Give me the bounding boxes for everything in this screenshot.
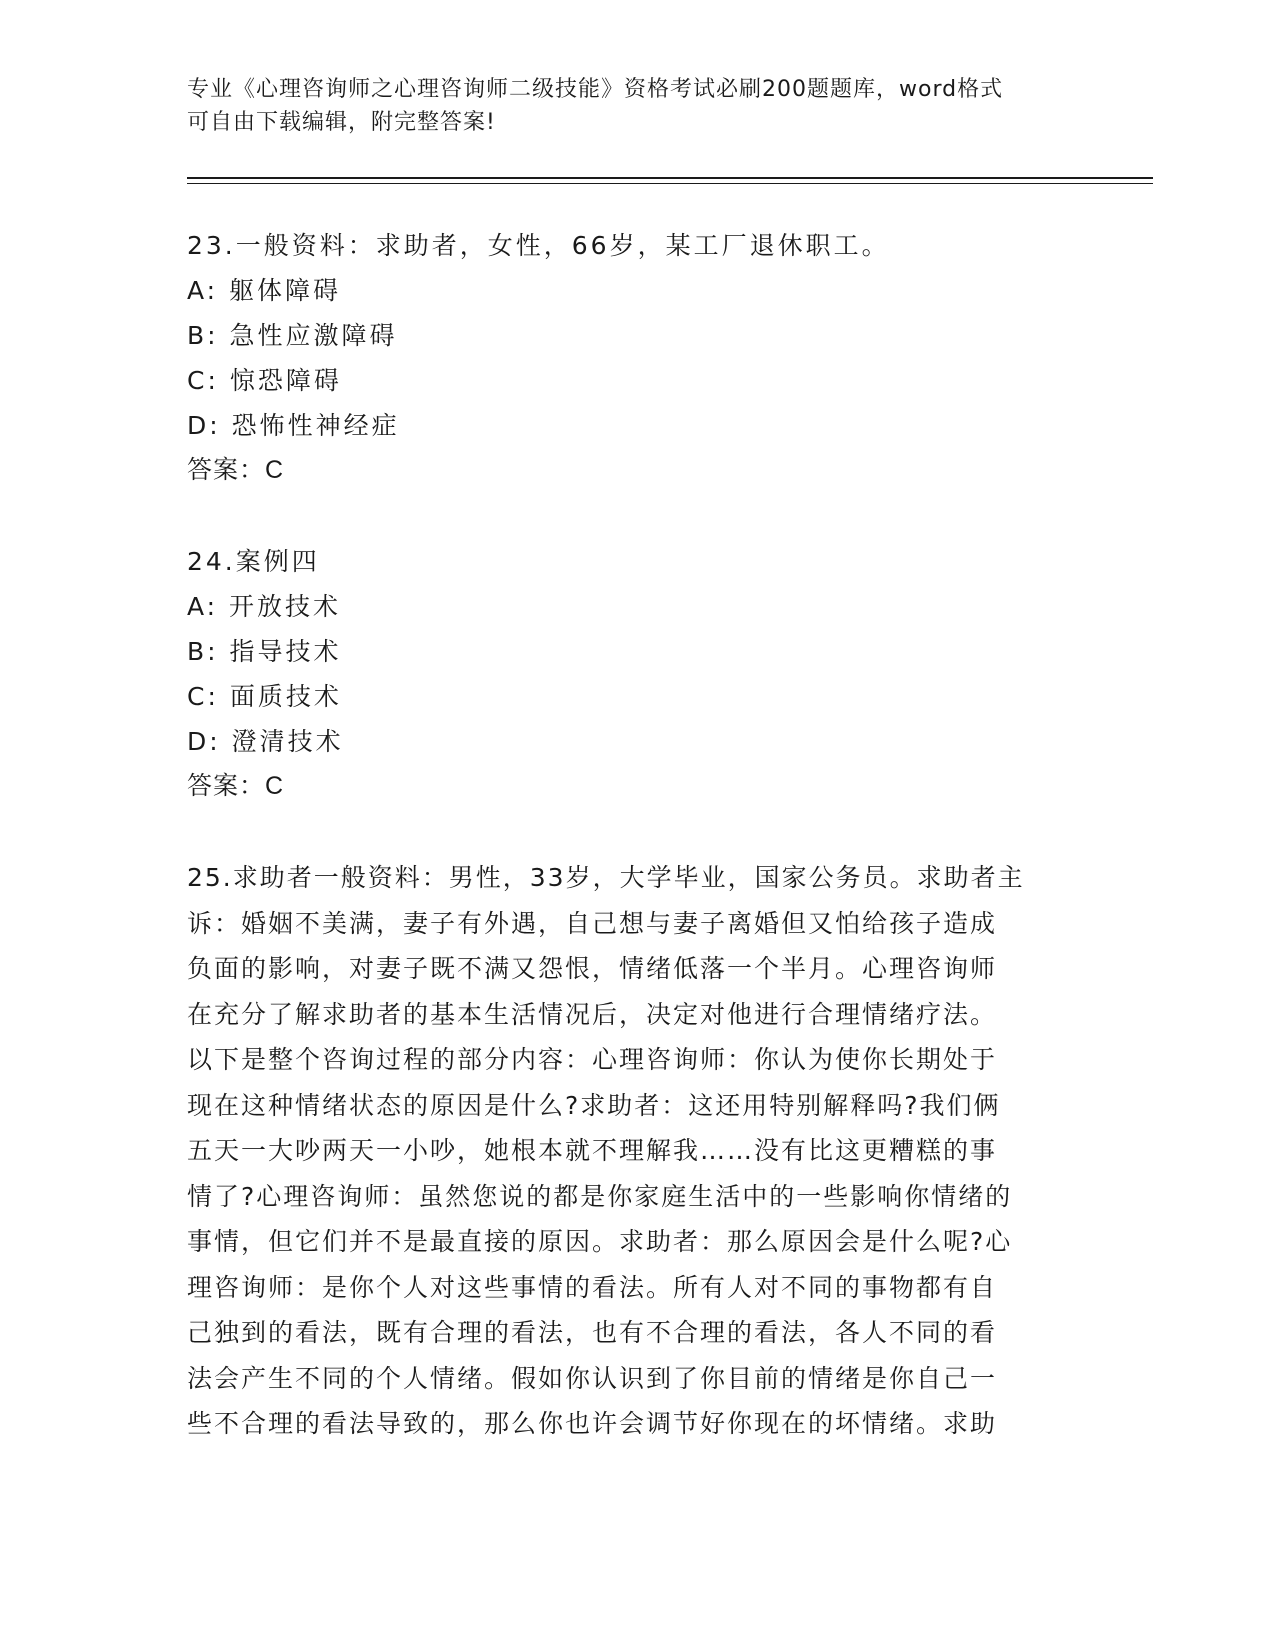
option-d: D: 恐怖性神经症 <box>187 411 400 440</box>
paragraph-line: 诉：婚姻不美满，妻子有外遇，自己想与妻子离婚但又怕给孩子造成 <box>187 908 998 938</box>
paragraph-line: 现在这种情绪状态的原因是什么?求助者：这还用特别解释吗?我们俩 <box>187 1090 1001 1120</box>
paragraph-line: 在充分了解求助者的基本生活情况后，决定对他进行合理情绪疗法。 <box>187 999 998 1029</box>
paragraph-line: 五天一大吵两天一小吵，她根本就不理解我……没有比这更糟糕的事 <box>187 1136 998 1165</box>
paragraph-line: 事情，但它们并不是最直接的原因。求助者：那么原因会是什么呢?心 <box>187 1227 1013 1256</box>
paragraph-line: 法会产生不同的个人情绪。假如你认识到了你目前的情绪是你自己一 <box>187 1363 998 1393</box>
header-title-line-2: 可自由下载编辑，附完整答案! <box>187 110 496 135</box>
answer-line: 答案：C <box>187 456 285 484</box>
header-divider-thick <box>187 177 1153 179</box>
paragraph-line: 情了?心理咨询师：虽然您说的都是你家庭生活中的一些影响你情绪的 <box>187 1181 1013 1211</box>
question-stem: 24.案例四 <box>187 547 320 576</box>
option-c: C: 惊恐障碍 <box>187 366 342 395</box>
option-a: A: 躯体障碍 <box>187 276 342 305</box>
document-header <box>187 73 1087 139</box>
question-23 <box>187 223 1087 493</box>
question-25 <box>187 855 1087 1447</box>
option-b: B: 指导技术 <box>187 637 342 666</box>
answer-line: 答案：C <box>187 772 285 800</box>
paragraph-line: 己独到的看法，既有合理的看法，也有不合理的看法，各人不同的看 <box>187 1318 998 1347</box>
paragraph-line: 理咨询师：是你个人对这些事情的看法。所有人对不同的事物都有自 <box>187 1272 998 1302</box>
option-a: A: 开放技术 <box>187 592 342 621</box>
option-b: B: 急性应激障碍 <box>187 321 398 350</box>
question-stem: 23.一般资料：求助者，女性，66岁，某工厂退休职工。 <box>187 231 890 260</box>
paragraph-line: 负面的影响，对妻子既不满又怨恨，情绪低落一个半月。心理咨询师 <box>187 954 998 983</box>
header-title-line-1: 专业《心理咨询师之心理咨询师二级技能》资格考试必刷200题题库，word格式 <box>187 77 1004 102</box>
paragraph-line: 25.求助者一般资料：男性，33岁，大学毕业，国家公务员。求助者主 <box>187 863 1025 892</box>
paragraph-line: 以下是整个咨询过程的部分内容：心理咨询师：你认为使你长期处于 <box>187 1045 998 1074</box>
question-24 <box>187 539 1087 809</box>
paragraph-line: 些不合理的看法导致的，那么你也许会调节好你现在的坏情绪。求助 <box>187 1409 998 1438</box>
header-divider-thin <box>187 183 1153 184</box>
option-c: C: 面质技术 <box>187 682 342 711</box>
option-d: D: 澄清技术 <box>187 727 344 756</box>
